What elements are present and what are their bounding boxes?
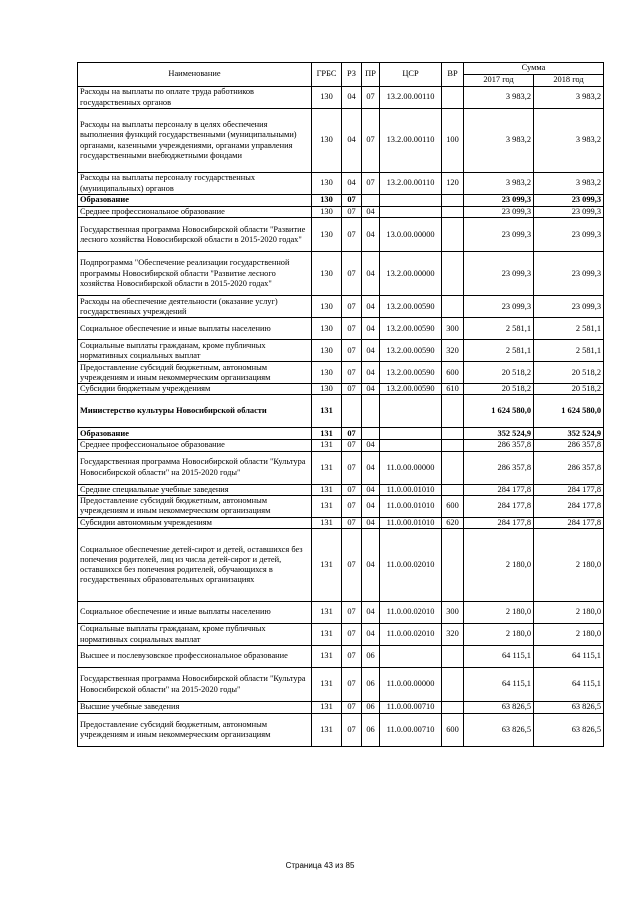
cell-y2: 2 180,0 (534, 602, 604, 624)
cell-pr: 07 (362, 87, 380, 109)
cell-vr (442, 87, 464, 109)
table-header-row-1 (78, 63, 604, 75)
header-year-2018: 2018 год (534, 75, 604, 87)
cell-csr: 11.0.00.01010 (380, 495, 442, 517)
cell-y2: 3 983,2 (534, 87, 604, 109)
cell-grbs: 131 (312, 440, 342, 451)
cell-name: Расходы на выплаты персоналу в целях обеспечения выполнения функций государственными (муниципальными) органами, казенными учреждениями, органами управления государственными внебюджетными фондами (78, 109, 312, 173)
cell-y1: 2 180,0 (464, 624, 534, 646)
cell-grbs: 131 (312, 484, 342, 495)
cell-csr: 13.0.00.00000 (380, 218, 442, 252)
cell-name: Образование (78, 195, 312, 207)
table-row (78, 362, 604, 384)
cell-y1: 2 581,1 (464, 318, 534, 340)
cell-pr: 07 (362, 173, 380, 195)
table-row (78, 529, 604, 602)
cell-pr: 04 (362, 529, 380, 602)
cell-y2: 1 624 580,0 (534, 395, 604, 428)
cell-rz: 07 (342, 714, 362, 747)
cell-vr: 120 (442, 173, 464, 195)
table-row (78, 517, 604, 528)
cell-y2: 2 581,1 (534, 340, 604, 362)
table-row (78, 702, 604, 714)
cell-pr: 04 (362, 440, 380, 451)
header-name: Наименование (78, 63, 312, 87)
cell-name: Среднее профессиональное образование (78, 207, 312, 218)
cell-y1: 284 177,8 (464, 495, 534, 517)
cell-rz: 07 (342, 702, 362, 714)
cell-y2: 2 180,0 (534, 529, 604, 602)
cell-vr: 300 (442, 318, 464, 340)
cell-name: Подпрограмма "Обеспечение реализации государственной программы Новосибирской области "Развитие лесного хозяйства Новосибирской области в 2015-2020 годах" (78, 252, 312, 296)
cell-name: Государственная программа Новосибирской области "Развитие лесного хозяйства Новосибирской области в 2015-2020 годах" (78, 218, 312, 252)
cell-rz: 07 (342, 451, 362, 484)
cell-rz: 07 (342, 428, 362, 440)
cell-vr: 320 (442, 624, 464, 646)
cell-pr: 04 (362, 384, 380, 395)
cell-pr: 04 (362, 517, 380, 528)
cell-y1: 23 099,3 (464, 207, 534, 218)
cell-y2: 20 518,2 (534, 384, 604, 395)
cell-pr (362, 195, 380, 207)
table-row (78, 218, 604, 252)
cell-name: Предоставление субсидий бюджетным, автономным учреждениям и иным некоммерческим организациям (78, 362, 312, 384)
cell-name: Расходы на выплаты персоналу государственных (муниципальных) органов (78, 173, 312, 195)
cell-y2: 64 115,1 (534, 668, 604, 702)
cell-name: Государственная программа Новосибирской области "Культура Новосибирской области" на 2015-2020 годы" (78, 668, 312, 702)
cell-y2: 64 115,1 (534, 646, 604, 668)
cell-name: Среднее профессиональное образование (78, 440, 312, 451)
cell-y1: 20 518,2 (464, 384, 534, 395)
cell-name: Государственная программа Новосибирской области "Культура Новосибирской области" на 2015-2020 годы" (78, 451, 312, 484)
table-row (78, 173, 604, 195)
table-row (78, 668, 604, 702)
cell-y2: 286 357,8 (534, 440, 604, 451)
cell-csr (380, 646, 442, 668)
cell-grbs: 131 (312, 714, 342, 747)
cell-csr (380, 428, 442, 440)
cell-y1: 64 115,1 (464, 646, 534, 668)
table-row (78, 484, 604, 495)
cell-y1: 63 826,5 (464, 714, 534, 747)
cell-y1: 352 524,9 (464, 428, 534, 440)
cell-rz: 07 (342, 195, 362, 207)
cell-pr: 04 (362, 340, 380, 362)
cell-name: Субсидии бюджетным учреждениям (78, 384, 312, 395)
cell-pr (362, 395, 380, 428)
cell-name: Предоставление субсидий бюджетным, автономным учреждениям и иным некоммерческим организациям (78, 495, 312, 517)
cell-y2: 23 099,3 (534, 195, 604, 207)
cell-rz: 07 (342, 646, 362, 668)
cell-y1: 286 357,8 (464, 440, 534, 451)
cell-csr (380, 207, 442, 218)
cell-pr: 04 (362, 495, 380, 517)
cell-csr: 13.2.00.00590 (380, 384, 442, 395)
cell-vr: 600 (442, 714, 464, 747)
cell-grbs: 130 (312, 252, 342, 296)
cell-vr (442, 668, 464, 702)
cell-csr: 13.2.00.00000 (380, 252, 442, 296)
cell-pr: 04 (362, 252, 380, 296)
table-row (78, 252, 604, 296)
cell-y2: 23 099,3 (534, 252, 604, 296)
header-rz: РЗ (342, 63, 362, 87)
header-vr: ВР (442, 63, 464, 87)
cell-vr (442, 207, 464, 218)
cell-grbs: 130 (312, 207, 342, 218)
table-row (78, 624, 604, 646)
cell-pr: 04 (362, 296, 380, 318)
cell-rz: 07 (342, 440, 362, 451)
table-row (78, 340, 604, 362)
cell-y2: 23 099,3 (534, 296, 604, 318)
cell-pr: 04 (362, 207, 380, 218)
cell-grbs: 131 (312, 451, 342, 484)
cell-csr: 13.2.00.00590 (380, 362, 442, 384)
cell-y2: 352 524,9 (534, 428, 604, 440)
cell-vr (442, 252, 464, 296)
cell-grbs: 130 (312, 218, 342, 252)
cell-name: Социальное обеспечение детей-сирот и детей, оставшихся без попечения родителей, лиц из числа детей-сирот и детей, оставшихся без попечения родителей, обучающихся в государственных образовательных организациях (78, 529, 312, 602)
table-row (78, 440, 604, 451)
cell-vr: 600 (442, 495, 464, 517)
cell-name: Министерство культуры Новосибирской области (78, 395, 312, 428)
cell-rz: 04 (342, 173, 362, 195)
cell-name: Социальное обеспечение и иные выплаты населению (78, 318, 312, 340)
cell-grbs: 131 (312, 646, 342, 668)
cell-csr: 11.0.00.02010 (380, 529, 442, 602)
table-row (78, 451, 604, 484)
cell-csr: 11.0.00.01010 (380, 517, 442, 528)
table-row (78, 395, 604, 428)
cell-csr: 13.2.00.00110 (380, 87, 442, 109)
cell-pr: 04 (362, 318, 380, 340)
cell-y2: 3 983,2 (534, 109, 604, 173)
cell-csr: 13.2.00.00110 (380, 173, 442, 195)
cell-rz: 07 (342, 517, 362, 528)
cell-y2: 23 099,3 (534, 218, 604, 252)
cell-y1: 2 180,0 (464, 602, 534, 624)
cell-y1: 284 177,8 (464, 484, 534, 495)
cell-rz: 07 (342, 384, 362, 395)
cell-rz: 07 (342, 484, 362, 495)
cell-rz: 04 (342, 109, 362, 173)
cell-pr: 04 (362, 218, 380, 252)
table-row (78, 207, 604, 218)
cell-vr (442, 440, 464, 451)
table-row (78, 87, 604, 109)
cell-y1: 286 357,8 (464, 451, 534, 484)
cell-y2: 2 581,1 (534, 318, 604, 340)
cell-grbs: 130 (312, 362, 342, 384)
cell-csr: 11.0.00.01010 (380, 484, 442, 495)
cell-grbs: 131 (312, 395, 342, 428)
cell-csr: 11.0.00.02010 (380, 624, 442, 646)
cell-vr: 610 (442, 384, 464, 395)
cell-name: Социальные выплаты гражданам, кроме публичных нормативных социальных выплат (78, 340, 312, 362)
cell-vr (442, 395, 464, 428)
cell-csr: 13.2.00.00110 (380, 109, 442, 173)
cell-rz: 07 (342, 602, 362, 624)
cell-y2: 63 826,5 (534, 714, 604, 747)
cell-name: Высшие учебные заведения (78, 702, 312, 714)
cell-csr: 11.0.00.00000 (380, 451, 442, 484)
cell-grbs: 130 (312, 318, 342, 340)
table-row (78, 195, 604, 207)
table-row (78, 428, 604, 440)
cell-y1: 23 099,3 (464, 195, 534, 207)
cell-rz: 07 (342, 495, 362, 517)
cell-y1: 63 826,5 (464, 702, 534, 714)
cell-pr: 06 (362, 714, 380, 747)
cell-y1: 23 099,3 (464, 218, 534, 252)
cell-rz: 07 (342, 296, 362, 318)
cell-name: Предоставление субсидий бюджетным, автономным учреждениям и иным некоммерческим организациям (78, 714, 312, 747)
cell-y1: 3 983,2 (464, 109, 534, 173)
cell-grbs: 130 (312, 340, 342, 362)
cell-rz: 07 (342, 207, 362, 218)
cell-grbs: 131 (312, 668, 342, 702)
cell-vr (442, 195, 464, 207)
cell-csr: 13.2.00.00590 (380, 296, 442, 318)
cell-vr (442, 451, 464, 484)
header-year-2017: 2017 год (464, 75, 534, 87)
cell-rz (342, 395, 362, 428)
table-body (78, 87, 604, 747)
cell-y2: 284 177,8 (534, 495, 604, 517)
table-row (78, 646, 604, 668)
cell-rz: 07 (342, 218, 362, 252)
cell-y1: 3 983,2 (464, 173, 534, 195)
cell-y2: 63 826,5 (534, 702, 604, 714)
cell-pr: 04 (362, 602, 380, 624)
table-row (78, 714, 604, 747)
cell-y2: 284 177,8 (534, 484, 604, 495)
cell-csr: 13.2.00.00590 (380, 318, 442, 340)
table-row (78, 109, 604, 173)
table-row (78, 602, 604, 624)
cell-vr (442, 296, 464, 318)
cell-y1: 1 624 580,0 (464, 395, 534, 428)
cell-csr: 11.0.00.02010 (380, 602, 442, 624)
cell-grbs: 130 (312, 195, 342, 207)
table-row (78, 495, 604, 517)
cell-vr (442, 218, 464, 252)
cell-csr (380, 440, 442, 451)
cell-grbs: 130 (312, 109, 342, 173)
cell-y2: 2 180,0 (534, 624, 604, 646)
cell-csr (380, 195, 442, 207)
cell-name: Расходы на выплаты по оплате труда работников государственных органов (78, 87, 312, 109)
cell-rz: 07 (342, 318, 362, 340)
page-number: Страница 43 из 85 (285, 861, 355, 870)
table-row (78, 318, 604, 340)
cell-pr: 04 (362, 484, 380, 495)
cell-rz: 07 (342, 362, 362, 384)
budget-table (77, 62, 604, 747)
cell-rz: 07 (342, 624, 362, 646)
cell-name: Высшее и послевузовское профессиональное образование (78, 646, 312, 668)
cell-y1: 2 180,0 (464, 529, 534, 602)
table-row (78, 296, 604, 318)
cell-vr (442, 484, 464, 495)
cell-grbs: 130 (312, 173, 342, 195)
cell-pr: 06 (362, 702, 380, 714)
cell-vr (442, 702, 464, 714)
cell-y2: 3 983,2 (534, 173, 604, 195)
cell-vr (442, 529, 464, 602)
cell-grbs: 130 (312, 384, 342, 395)
cell-grbs: 131 (312, 428, 342, 440)
cell-name: Социальное обеспечение и иные выплаты населению (78, 602, 312, 624)
cell-vr (442, 428, 464, 440)
cell-pr (362, 428, 380, 440)
table-row (78, 384, 604, 395)
cell-y1: 284 177,8 (464, 517, 534, 528)
header-grbs: ГРБС (312, 63, 342, 87)
cell-grbs: 131 (312, 602, 342, 624)
header-sum: Сумма (464, 63, 604, 75)
cell-vr: 100 (442, 109, 464, 173)
header-csr: ЦСР (380, 63, 442, 87)
cell-grbs: 131 (312, 529, 342, 602)
cell-rz: 07 (342, 529, 362, 602)
cell-pr: 04 (362, 624, 380, 646)
cell-vr: 620 (442, 517, 464, 528)
cell-pr: 06 (362, 668, 380, 702)
cell-pr: 06 (362, 646, 380, 668)
cell-grbs: 131 (312, 624, 342, 646)
cell-y2: 20 518,2 (534, 362, 604, 384)
cell-vr (442, 646, 464, 668)
cell-rz: 04 (342, 87, 362, 109)
cell-grbs: 131 (312, 517, 342, 528)
cell-rz: 07 (342, 252, 362, 296)
cell-grbs: 131 (312, 702, 342, 714)
cell-pr: 04 (362, 451, 380, 484)
cell-csr: 11.0.00.00000 (380, 668, 442, 702)
cell-vr: 600 (442, 362, 464, 384)
cell-name: Социальные выплаты гражданам, кроме публичных нормативных социальных выплат (78, 624, 312, 646)
cell-name: Субсидии автономным учреждениям (78, 517, 312, 528)
cell-grbs: 130 (312, 87, 342, 109)
cell-pr: 04 (362, 362, 380, 384)
cell-csr (380, 395, 442, 428)
cell-y1: 3 983,2 (464, 87, 534, 109)
cell-csr: 11.0.00.00710 (380, 714, 442, 747)
cell-y2: 284 177,8 (534, 517, 604, 528)
cell-y2: 286 357,8 (534, 451, 604, 484)
cell-y1: 23 099,3 (464, 252, 534, 296)
cell-name: Средние специальные учебные заведения (78, 484, 312, 495)
cell-y1: 64 115,1 (464, 668, 534, 702)
cell-pr: 07 (362, 109, 380, 173)
cell-y1: 2 581,1 (464, 340, 534, 362)
cell-y1: 20 518,2 (464, 362, 534, 384)
cell-rz: 07 (342, 668, 362, 702)
cell-vr: 320 (442, 340, 464, 362)
header-pr: ПР (362, 63, 380, 87)
cell-vr: 300 (442, 602, 464, 624)
cell-grbs: 130 (312, 296, 342, 318)
cell-name: Образование (78, 428, 312, 440)
cell-y1: 23 099,3 (464, 296, 534, 318)
cell-name: Расходы на обеспечение деятельности (оказание услуг) государственных учреждений (78, 296, 312, 318)
cell-csr: 11.0.00.00710 (380, 702, 442, 714)
cell-grbs: 131 (312, 495, 342, 517)
cell-csr: 13.2.00.00590 (380, 340, 442, 362)
cell-y2: 23 099,3 (534, 207, 604, 218)
cell-rz: 07 (342, 340, 362, 362)
